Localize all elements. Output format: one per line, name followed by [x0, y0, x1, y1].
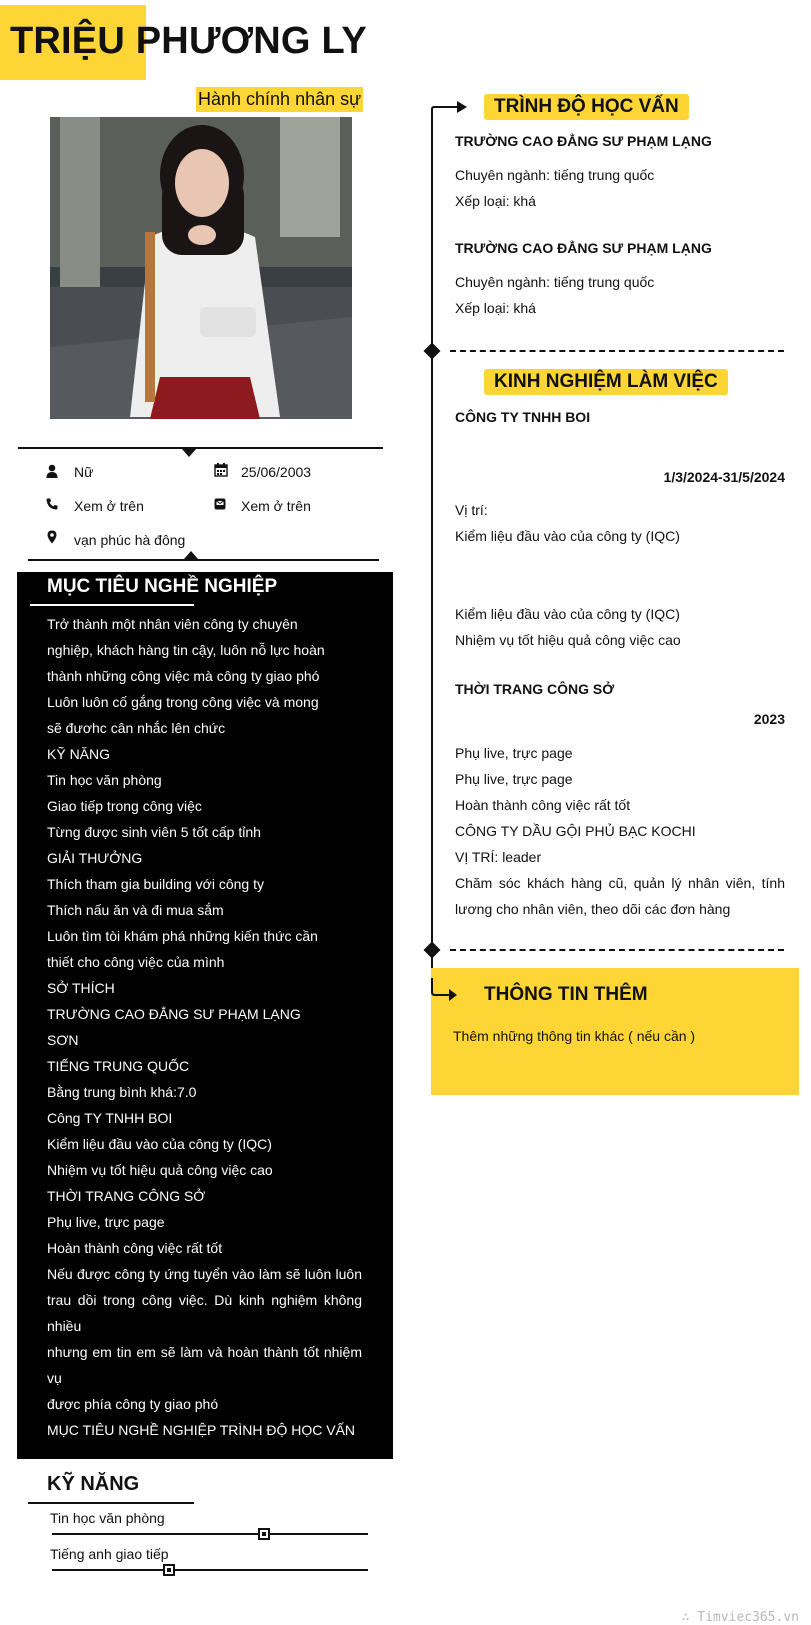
objective-line: Tin học văn phòng	[47, 772, 162, 788]
user-icon	[46, 464, 60, 478]
education-grade: Xếp loại: khá	[455, 300, 536, 316]
timeline-diamond	[424, 343, 441, 360]
objective-line: sẽ đươhc cân nhắc lên chức	[47, 720, 226, 736]
objective-line: nghiệp, khách hàng tin cậy, luôn nỗ lực hoàn	[47, 642, 325, 658]
objective-line: Nếu được công ty ứng tuyển vào làm sẽ luôn luôn	[47, 1266, 362, 1282]
birthday-value: 25/06/2003	[241, 464, 312, 480]
experience-company: THỜI TRANG CÔNG SỞ	[455, 681, 615, 697]
experience-line: Phụ live, trực page	[455, 771, 573, 787]
objective-line: được phía công ty giao phó	[47, 1396, 219, 1412]
section-divider	[450, 949, 784, 951]
watermark: ∴ Timviec365.vn	[681, 1610, 799, 1625]
contact-divider-top	[18, 447, 383, 449]
objective-line: Thích nấu ăn và đi mua sắm	[47, 902, 224, 918]
objective-line: nhiều	[47, 1318, 82, 1334]
objective-line: MỤC TIÊU NGHỀ NGHIỆP TRÌNH ĐỘ HỌC VẤN	[47, 1422, 356, 1438]
objective-line: SƠN	[47, 1032, 79, 1048]
profile-photo-illustration	[50, 117, 352, 419]
objective-line: SỞ THÍCH	[47, 980, 115, 996]
experience-line: Vị trí:	[455, 502, 488, 518]
objective-line: KỸ NĂNG	[47, 746, 111, 762]
extra-info-title: THÔNG TIN THÊM	[484, 984, 648, 1005]
experience-line: lương cho nhân viên, theo dõi các đơn hàng	[455, 901, 731, 917]
objective-title: MỤC TIÊU NGHỀ NGHIỆP	[47, 576, 278, 597]
experience-line: Nhiệm vụ tốt hiệu quả công việc cao	[455, 632, 681, 648]
experience-line: Chăm sóc khách hàng cũ, quản lý nhân viên, tính	[455, 875, 785, 891]
skill-level-knob[interactable]	[163, 1564, 175, 1576]
email-icon	[214, 497, 228, 511]
objective-line: thành những công việc mà công ty giao phó	[47, 668, 320, 684]
objective-line: Kiểm liệu đầu vào của công ty (IQC)	[47, 1136, 272, 1152]
experience-line: VỊ TRÍ: leader	[455, 849, 542, 865]
objective-line: Phụ live, trực page	[47, 1214, 165, 1230]
education-school: TRƯỜNG CAO ĐẲNG SƯ PHẠM LẠNG	[455, 133, 712, 149]
objective-line: TRƯỜNG CAO ĐẲNG SƯ PHẠM LẠNG	[47, 1006, 301, 1022]
phone-value: Xem ở trên	[74, 498, 144, 514]
skill-name: Tin học văn phòng	[50, 1510, 165, 1526]
experience-date: 2023	[753, 711, 785, 727]
gender-value: Nữ	[74, 464, 94, 480]
objective-line: Nhiệm vụ tốt hiệu quả công việc cao	[47, 1162, 273, 1178]
location-icon	[47, 530, 61, 544]
skills-underline	[28, 1502, 194, 1504]
objective-line: vụ	[47, 1370, 62, 1386]
objective-line: Thích tham gia building với công ty	[47, 876, 264, 892]
contact-divider-pointer-bottom	[184, 551, 198, 559]
objective-line: Giao tiếp trong công việc	[47, 798, 202, 814]
skill-level-knob[interactable]	[258, 1528, 270, 1540]
objective-line: Trở thành một nhân viên công ty chuyên	[47, 616, 298, 632]
objective-line: thiết cho công việc của mình	[47, 954, 225, 970]
objective-line: nhưng em tin em sẽ làm và hoàn thành tốt nhiệm	[47, 1344, 362, 1360]
objective-underline	[30, 604, 194, 606]
objective-line: Hoàn thành công việc rất tốt	[47, 1240, 223, 1256]
objective-line: Luôn luôn cố gắng trong công việc và mong	[47, 694, 319, 710]
education-major: Chuyên ngành: tiếng trung quốc	[455, 167, 655, 183]
experience-company: CÔNG TY TNHH BOI	[455, 409, 591, 425]
experience-line: Phụ live, trực page	[455, 745, 573, 761]
contact-divider-pointer	[182, 449, 196, 457]
extra-info-arrow	[431, 978, 467, 1004]
profile-photo	[50, 117, 352, 419]
experience-line: CÔNG TY DẦU GỘI PHỦ BẠC KOCHI	[455, 823, 696, 839]
experience-line: Hoàn thành công việc rất tốt	[455, 797, 631, 813]
objective-line: TIẾNG TRUNG QUỐC	[47, 1058, 190, 1074]
skills-title: KỸ NĂNG	[47, 1473, 140, 1495]
email-value: Xem ở trên	[241, 498, 311, 514]
objective-line: Luôn tìm tòi khám phá những kiến thức cần	[47, 928, 318, 944]
contact-divider-bottom	[28, 559, 379, 561]
calendar-icon	[214, 463, 228, 477]
job-title: Hành chính nhân sự	[196, 87, 363, 112]
experience-title: KINH NGHIỆM LÀM VIỆC	[484, 369, 728, 395]
address-value: vạn phúc hà đông	[74, 532, 186, 548]
objective-line: trau dồi trong công việc. Dù kinh nghiệm không	[47, 1292, 362, 1308]
objective-line: GIẢI THƯỞNG	[47, 850, 143, 866]
objective-line: Bằng trung bình khá:7.0	[47, 1084, 197, 1100]
timeline-diamond	[424, 942, 441, 959]
experience-date: 1/3/2024-31/5/2024	[663, 469, 785, 485]
skill-bar	[52, 1569, 368, 1571]
phone-icon	[46, 497, 60, 511]
candidate-name: TRIỆU PHƯƠNG LY	[10, 20, 367, 62]
skill-name: Tiếng anh giao tiếp	[50, 1546, 169, 1562]
skill-bar	[52, 1533, 368, 1535]
education-title: TRÌNH ĐỘ HỌC VẤN	[484, 94, 689, 120]
experience-line: Kiểm liệu đầu vào của công ty (IQC)	[455, 606, 680, 622]
objective-line: Từng được sinh viên 5 tốt cấp tỉnh	[47, 824, 261, 840]
education-grade: Xếp loại: khá	[455, 193, 536, 209]
objective-line: Công TY TNHH BOI	[47, 1110, 173, 1126]
extra-info-text: Thêm những thông tin khác ( nếu cần )	[453, 1028, 696, 1044]
objective-line: THỜI TRANG CÔNG SỞ	[47, 1188, 206, 1204]
education-major: Chuyên ngành: tiếng trung quốc	[455, 274, 655, 290]
education-arrow	[431, 101, 473, 121]
section-divider	[450, 350, 784, 352]
education-school: TRƯỜNG CAO ĐẲNG SƯ PHẠM LẠNG	[455, 240, 712, 256]
experience-line: Kiểm liệu đầu vào của công ty (IQC)	[455, 528, 680, 544]
timeline-line	[431, 110, 433, 968]
